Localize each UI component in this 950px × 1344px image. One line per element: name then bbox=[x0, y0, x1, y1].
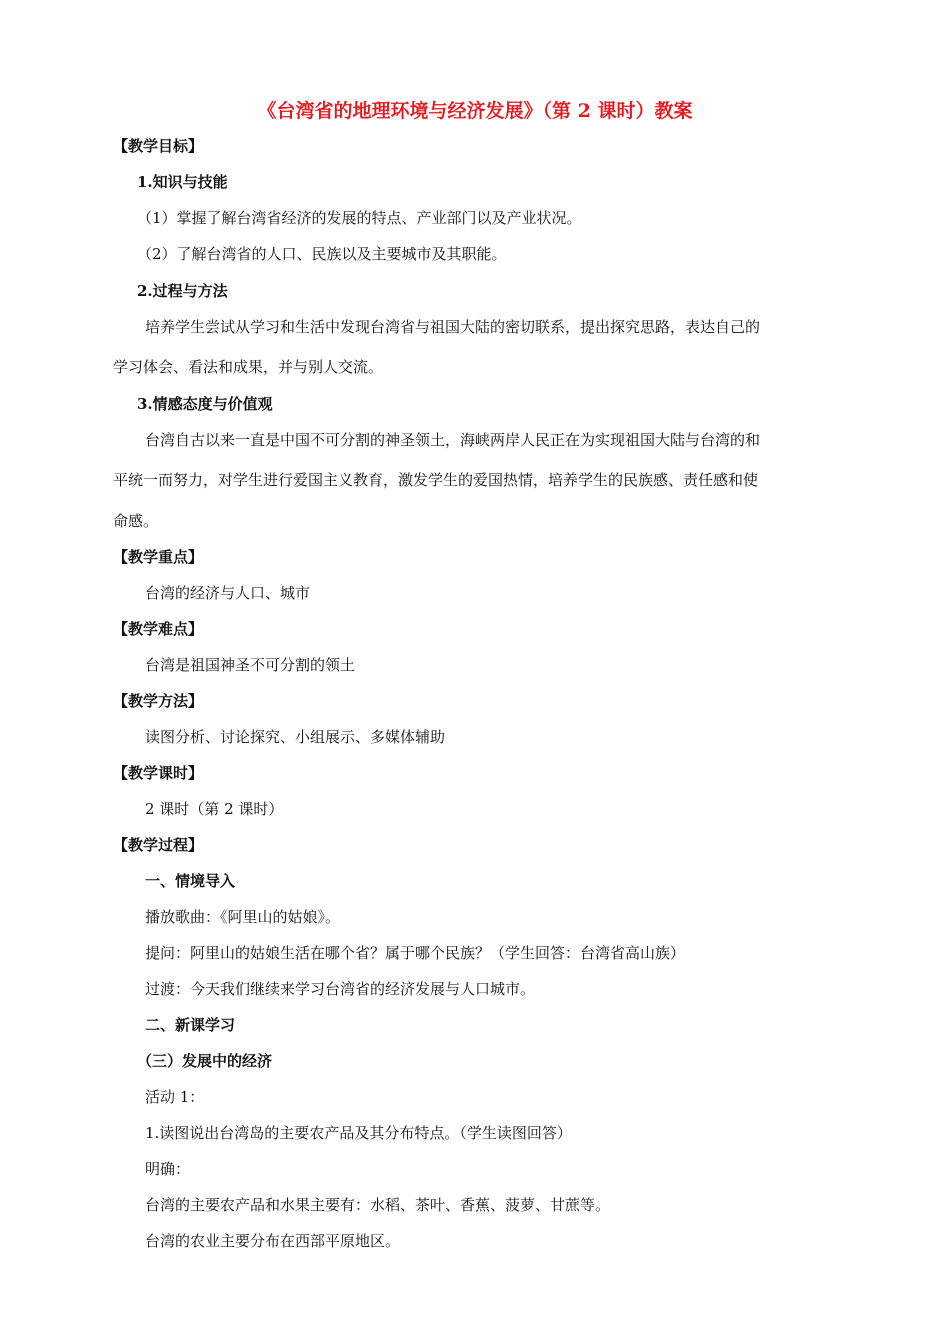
paragraph-line: 平统一而努力，对学生进行爱国主义教育，激发学生的爱国热情，培养学生的民族感、责任感和使 bbox=[113, 471, 759, 489]
paragraph-line: 命感。 bbox=[113, 512, 159, 530]
paragraph-line: 台湾自古以来一直是中国不可分割的神圣领土，海峡两岸人民正在为实现祖国大陆与台湾的和 bbox=[145, 431, 761, 449]
section-heading-teaching-process: 【教学过程】 bbox=[113, 836, 204, 854]
document-title: 《台湾省的地理环境与经济发展》（第 2 课时）教案 bbox=[257, 100, 693, 122]
section-heading-difficulties: 【教学难点】 bbox=[113, 620, 204, 638]
paragraph-line: 培养学生尝试从学习和生活中发现台湾省与祖国大陆的密切联系，提出探究思路，表达自己的 bbox=[145, 318, 761, 336]
paragraph-line: 过渡：今天我们继续来学习台湾省的经济发展与人口城市。 bbox=[145, 980, 536, 998]
difficulties-text: 台湾是祖国神圣不可分割的领土 bbox=[145, 656, 356, 674]
section-heading-objectives: 【教学目标】 bbox=[113, 137, 204, 155]
paragraph-line: 学习体会、看法和成果，并与别人交流。 bbox=[113, 358, 384, 376]
paragraph-line: 活动 1： bbox=[145, 1088, 205, 1106]
objective-item: （2）了解台湾省的人口、民族以及主要城市及其职能。 bbox=[137, 245, 507, 263]
periods-text: 2 课时（第 2 课时） bbox=[145, 800, 284, 818]
subheading-emotion-values: 3.情感态度与价值观 bbox=[137, 395, 273, 413]
section-heading-methods: 【教学方法】 bbox=[113, 692, 204, 710]
paragraph-line: 明确： bbox=[145, 1160, 191, 1178]
subheading-process-methods: 2.过程与方法 bbox=[137, 282, 228, 300]
paragraph-line: 台湾的主要农产品和水果主要有：水稻、茶叶、香蕉、菠萝、甘蔗等。 bbox=[145, 1196, 611, 1214]
methods-text: 读图分析、讨论探究、小组展示、多媒体辅助 bbox=[145, 728, 446, 746]
paragraph-line: 播放歌曲：《阿里山的姑娘》。 bbox=[145, 908, 341, 926]
key-points-text: 台湾的经济与人口、城市 bbox=[145, 584, 311, 602]
section-heading-periods: 【教学课时】 bbox=[113, 764, 204, 782]
paragraph-line: 提问：阿里山的姑娘生活在哪个省？属于哪个民族？（学生回答：台湾省高山族） bbox=[145, 944, 686, 962]
subheading-knowledge-skills: 1.知识与技能 bbox=[137, 173, 228, 191]
section-heading-key-points: 【教学重点】 bbox=[113, 548, 204, 566]
subheading-intro: 一、情境导入 bbox=[145, 872, 236, 890]
paragraph-line: 1.读图说出台湾岛的主要农产品及其分布特点。（学生读图回答） bbox=[145, 1124, 572, 1142]
subheading-economy: （三）发展中的经济 bbox=[137, 1052, 273, 1070]
paragraph-line: 台湾的农业主要分布在西部平原地区。 bbox=[145, 1232, 401, 1250]
objective-item: （1）掌握了解台湾省经济的发展的特点、产业部门以及产业状况。 bbox=[137, 209, 582, 227]
subheading-new-lesson: 二、新课学习 bbox=[145, 1016, 236, 1034]
